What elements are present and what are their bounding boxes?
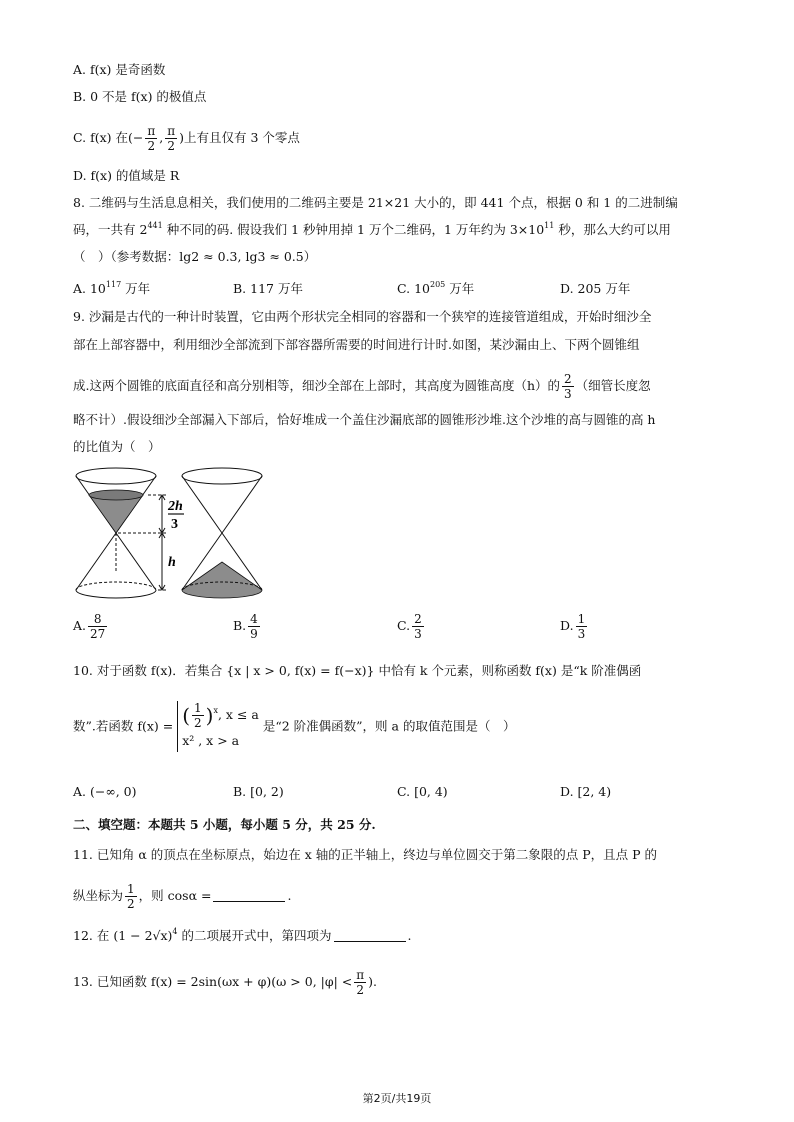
q10-option-d: D. [2, 4) xyxy=(560,784,612,799)
fraction: $\frac{2}{3}$ xyxy=(564,372,572,401)
q9-line-1: 9. 沙漏是古代的一种计时装置，它由两个形状完全相同的容器和一个狭窄的连接管道组成，开始时细沙全 xyxy=(73,309,652,324)
q10-text: 数”.若函数 f(x) = xyxy=(73,718,174,734)
label-2h-over-3-den: 3 xyxy=(171,517,178,532)
q11-text: ，则 cosα = xyxy=(138,888,212,903)
sand-surface xyxy=(89,490,143,500)
section-heading: 二、填空题：本题共 5 小题，每小题 5 分，共 25 分. xyxy=(73,817,376,832)
label-2h-over-3-num: 2h xyxy=(168,499,183,514)
q9-line-3 xyxy=(73,372,651,401)
q8-option-a: A. $10^{117}$ 万年 xyxy=(73,280,151,296)
answer-blank[interactable] xyxy=(334,929,406,942)
q10-line-2 xyxy=(73,701,515,752)
hourglass-figure xyxy=(70,462,270,602)
q8-text: 码，一共有 2 xyxy=(73,222,148,237)
sand-upper xyxy=(89,495,143,533)
q9-option-b: B. $\frac{4}{9}$ xyxy=(233,612,258,641)
q11-line-2: 纵坐标为 $\frac{1}{2}$ ，则 cosα = . xyxy=(73,882,292,911)
q8-option-b: B. 117 万年 xyxy=(233,281,303,296)
fraction: $\frac{\pi}{2}$ xyxy=(167,124,176,153)
q12-text: 12. 在 (1 − 2√x) xyxy=(73,928,173,943)
q8-line-1: 8. 二维码与生活息息相关，我们使用的二维码主要是 21×21 大小的，即 441 个点，根据 0 和 1 的二进制编 xyxy=(73,195,678,210)
q8-line-2 xyxy=(73,221,671,239)
q9-line-2: 部在上部容器中，利用细沙全部流到下部容器所需要的时间进行计时.如图，某沙漏由上、下两个圆锥组 xyxy=(73,337,640,352)
q9-line-5: 的比值为（ ） xyxy=(73,439,161,454)
q9-text: （细管长度忽 xyxy=(575,378,651,393)
q12-text: 的二项展开式中，第四项为 xyxy=(177,928,332,943)
q11-text: 纵坐标为 xyxy=(73,888,124,903)
q7-option-d: D. f(x) 的值域是 R xyxy=(73,168,180,183)
sand-lower xyxy=(182,562,262,598)
q7-option-a: A. f(x) 是奇函数 xyxy=(73,62,166,77)
q12-line: 12. 在 $(1 - 2√x)^4$ 的二项展开式中，第四项为 . xyxy=(73,927,412,943)
q8-text: 种不同的码. 假设我们 1 秒钟用掉 1 万个二维码，1 万年约为 3×10 xyxy=(162,222,545,237)
q10-option-c: C. [0, 4) xyxy=(397,784,448,799)
q10-text: 是“2 阶准偶函数”，则 a 的取值范围是（ ） xyxy=(262,718,516,734)
q9-option-c: C. $\frac{2}{3}$ xyxy=(397,612,422,641)
q9-text: 成.这两个圆锥的底面直径和高分别相等，细沙全部在上部时，其高度为圆锥高度（h）的 xyxy=(73,378,561,393)
label-h: h xyxy=(168,555,176,570)
q9-line-4: 略不计）.假设细沙全部漏入下部后，恰好堆成一个盖住沙漏底部的圆锥形沙堆.这个沙堆的高与圆锥的高 h xyxy=(73,412,656,427)
q8-line-3: （ ）（参考数据：lg2 ≈ 0.3, lg3 ≈ 0.5） xyxy=(73,249,317,264)
q10-option-a: A. (−∞, 0) xyxy=(73,784,137,799)
q8-option-c: C. $10^{205}$ 万年 xyxy=(397,280,475,296)
q9-option-d: D. $\frac{1}{3}$ xyxy=(560,612,586,641)
q10-line-1: 10. 对于函数 f(x)．若集合 {x | x > 0, f(x) = f(−x)} 中恰有 k 个元素，则称函数 f(x) 是“k 阶准偶函 xyxy=(73,663,642,678)
q8-option-d: D. 205 万年 xyxy=(560,281,631,296)
piecewise-function: ( $\frac{1}{2}$ )$^x$, x ≤ a x² , x > a xyxy=(177,701,259,752)
q9-option-a: A. $\frac{8}{27}$ xyxy=(73,612,106,641)
q7-option-c-pre: C. f(x) 在(− xyxy=(73,130,144,145)
q11-line-1: 11. 已知角 α 的顶点在坐标原点，始边在 x 轴的正半轴上，终边与单位圆交于第二象限的点 P，且点 P 的 xyxy=(73,847,657,862)
answer-blank[interactable] xyxy=(213,889,285,902)
q10-option-b: B. [0, 2) xyxy=(233,784,284,799)
q13-text: ). xyxy=(368,974,378,989)
q13-line: 13. 已知函数 f(x) = 2sin(ωx + φ)(ω > 0, |φ| < $\frac{\pi}{2}$ ). xyxy=(73,968,378,997)
q13-text: 13. 已知函数 f(x) = 2sin(ωx + φ)(ω > 0, |φ| < xyxy=(73,974,353,989)
fraction: $\frac{\pi}{2}$ xyxy=(147,124,156,153)
q8-exponent: 11 xyxy=(544,221,555,230)
q7-option-c: C. f(x) 在(− $\frac{\pi}{2}$ , $\frac{\pi}{2}$ )上有且仅有 3 个零点 xyxy=(73,124,300,153)
q8-text: 秒，那么大约可以用 xyxy=(554,222,671,237)
q7-option-b: B. 0 不是 f(x) 的极值点 xyxy=(73,89,207,104)
q7-option-c-post: )上有且仅有 3 个零点 xyxy=(179,130,300,145)
q8-exponent: 441 xyxy=(147,221,163,230)
page-footer: 第2页/共19页 xyxy=(362,1092,432,1105)
